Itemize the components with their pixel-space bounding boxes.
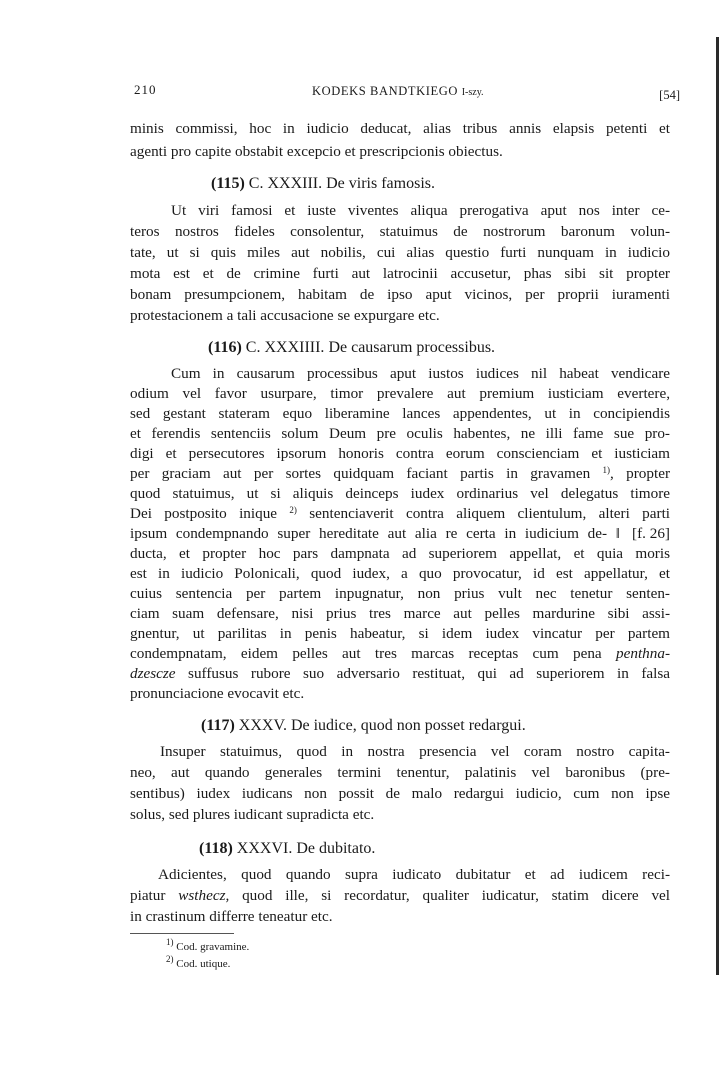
text-line: sed gestant stateram equo liberamine lances appendentes, ut in concipiendis xyxy=(130,405,670,422)
text-line: sentibus) iudex iudicans non possit de malo redargui iudicio, cum non ipse xyxy=(130,785,670,802)
text-line: et ferendis sentenciis solum Deum pre oculis habentes, ne illi fame sue pro- xyxy=(130,425,670,442)
text-line: minis commissi, hoc in iudicio deducat, alias tribus annis elapsis petenti et xyxy=(130,120,670,137)
margin-folio: [f. 26] xyxy=(632,525,670,542)
text-line: cuius sentencia per partem inpugnatur, non prius vult nec tenetur senten- xyxy=(130,585,670,602)
text-line: digi et persecutores ipsorum honoris contra eorum conscienciam et iusticiam xyxy=(130,445,670,462)
polish-term: penthna- xyxy=(616,645,671,662)
page-number: 210 xyxy=(134,82,157,97)
text-line: teros nostros fideles consolentur, statuimus de nostrorum baronum volun- xyxy=(130,223,670,240)
section-heading-116: (116) C. XXXIIII. De causarum processibus. xyxy=(208,339,496,356)
footnote-rule xyxy=(130,933,234,934)
text-line: est in iudicio Polonicali, quod iudex, a quo provocatur, id est appellatur, et xyxy=(130,565,670,582)
text-line: ipsum condempnando super hereditate aut alia re certa in iudicium de- ‖ [f. 26] xyxy=(130,525,670,542)
text-line: odium vel favor usurpare, timor prevalere aut premium iusticiam evertere, xyxy=(130,385,670,402)
text-line: Insuper statuimus, quod in nostra presencia vel coram nostro capita- xyxy=(160,743,670,760)
text-line: bonam presumpcionem, habitam de ipso aput vicinos, per proprii iuramenti xyxy=(130,286,670,303)
text-line: Adicientes, quod quando supra iudicato dubitatur et ad iudicem reci- xyxy=(158,866,670,883)
text-line: Cum in causarum processibus aput iustos iudices nil habeat vendicare xyxy=(171,365,670,382)
text-line: pronunciacione evocavit etc. xyxy=(130,685,305,702)
text-line: in crastinum differre teneatur etc. xyxy=(130,908,333,925)
footnote-ref[interactable]: 2) xyxy=(289,505,297,515)
section-heading-117: (117) XXXV. De iudice, quod non posset redargui. xyxy=(201,717,526,734)
text-line: ciam suam defensare, nisi prius tres marce aut pelles mardurine sibi assi- xyxy=(130,605,670,622)
text-line: tate, ut si quis miles aut nobilis, cui alias questio furti nunquam in iudicio xyxy=(130,244,670,261)
text-line: ducta, et propter hoc pars dampnata ad superiorem appellat, et quia moris xyxy=(130,545,670,562)
text-line: Ut viri famosi et iuste viventes aliqua prerogativa aput nos inter ce- xyxy=(171,202,670,219)
footnote-ref[interactable]: 1) xyxy=(602,465,611,475)
text-line: agenti pro capite obstabit excepcio et prescripcionis obiectus. xyxy=(130,143,503,160)
polish-term: dzescze xyxy=(130,665,176,682)
running-head xyxy=(134,82,680,102)
footnote-2: $^{2)}$ Cod. utique. xyxy=(166,954,231,970)
text-line: Dei postposito inique $^{2)}$ sentenciaverit contra aliquem clientulum, alteri parti xyxy=(130,505,671,522)
text-line: gnentur, ut parilitas in penis habeatur, si idem iudex vincatur per partem xyxy=(130,625,670,642)
text-line: per graciam aut per sortes quidquam faciant partis in gravamen $^{1)}$, propter xyxy=(130,465,671,482)
text-line: mota est et de crimine furti aut latrocinii accusetur, phas sibi sit propter xyxy=(130,265,670,282)
running-title: KODEKS BANDTKIEGO I-szy. xyxy=(312,84,484,98)
footnote-1: $^{1)}$ Cod. gravamine. xyxy=(166,937,250,953)
text-line: solus, sed plures iudicant supradicta etc. xyxy=(130,806,375,823)
text-line: piatur wsthecz, quod ille, si recordatur, qualiter iudicatur, statim dicere vel xyxy=(130,887,671,904)
text-line: quod statuimus, ut si aliquis deinceps iudex ordinarius vel delegatus timore xyxy=(130,485,670,502)
text-line: neo, aut quando generales termini tenentur, palatinis vel baronibus (pre- xyxy=(130,764,670,781)
section-heading-115: (115) C. XXXIII. De viris famosis. xyxy=(211,175,435,192)
text-line: condempnatam, eidem pelles aut tres marcas receptas cum pena penthna- xyxy=(130,645,671,662)
page-edge-line xyxy=(716,37,719,975)
text-line: protestacionem a tali accusacione se expurgare etc. xyxy=(130,307,440,324)
section-heading-118: (118) XXXVI. De dubitato. xyxy=(199,840,376,857)
folio-number: [54] xyxy=(659,88,680,102)
text-line: dzescze suffusus rubore suo adversario restituat, qui ad superiorem in falsa xyxy=(130,665,670,682)
polish-term: wsthecz, xyxy=(178,887,230,904)
